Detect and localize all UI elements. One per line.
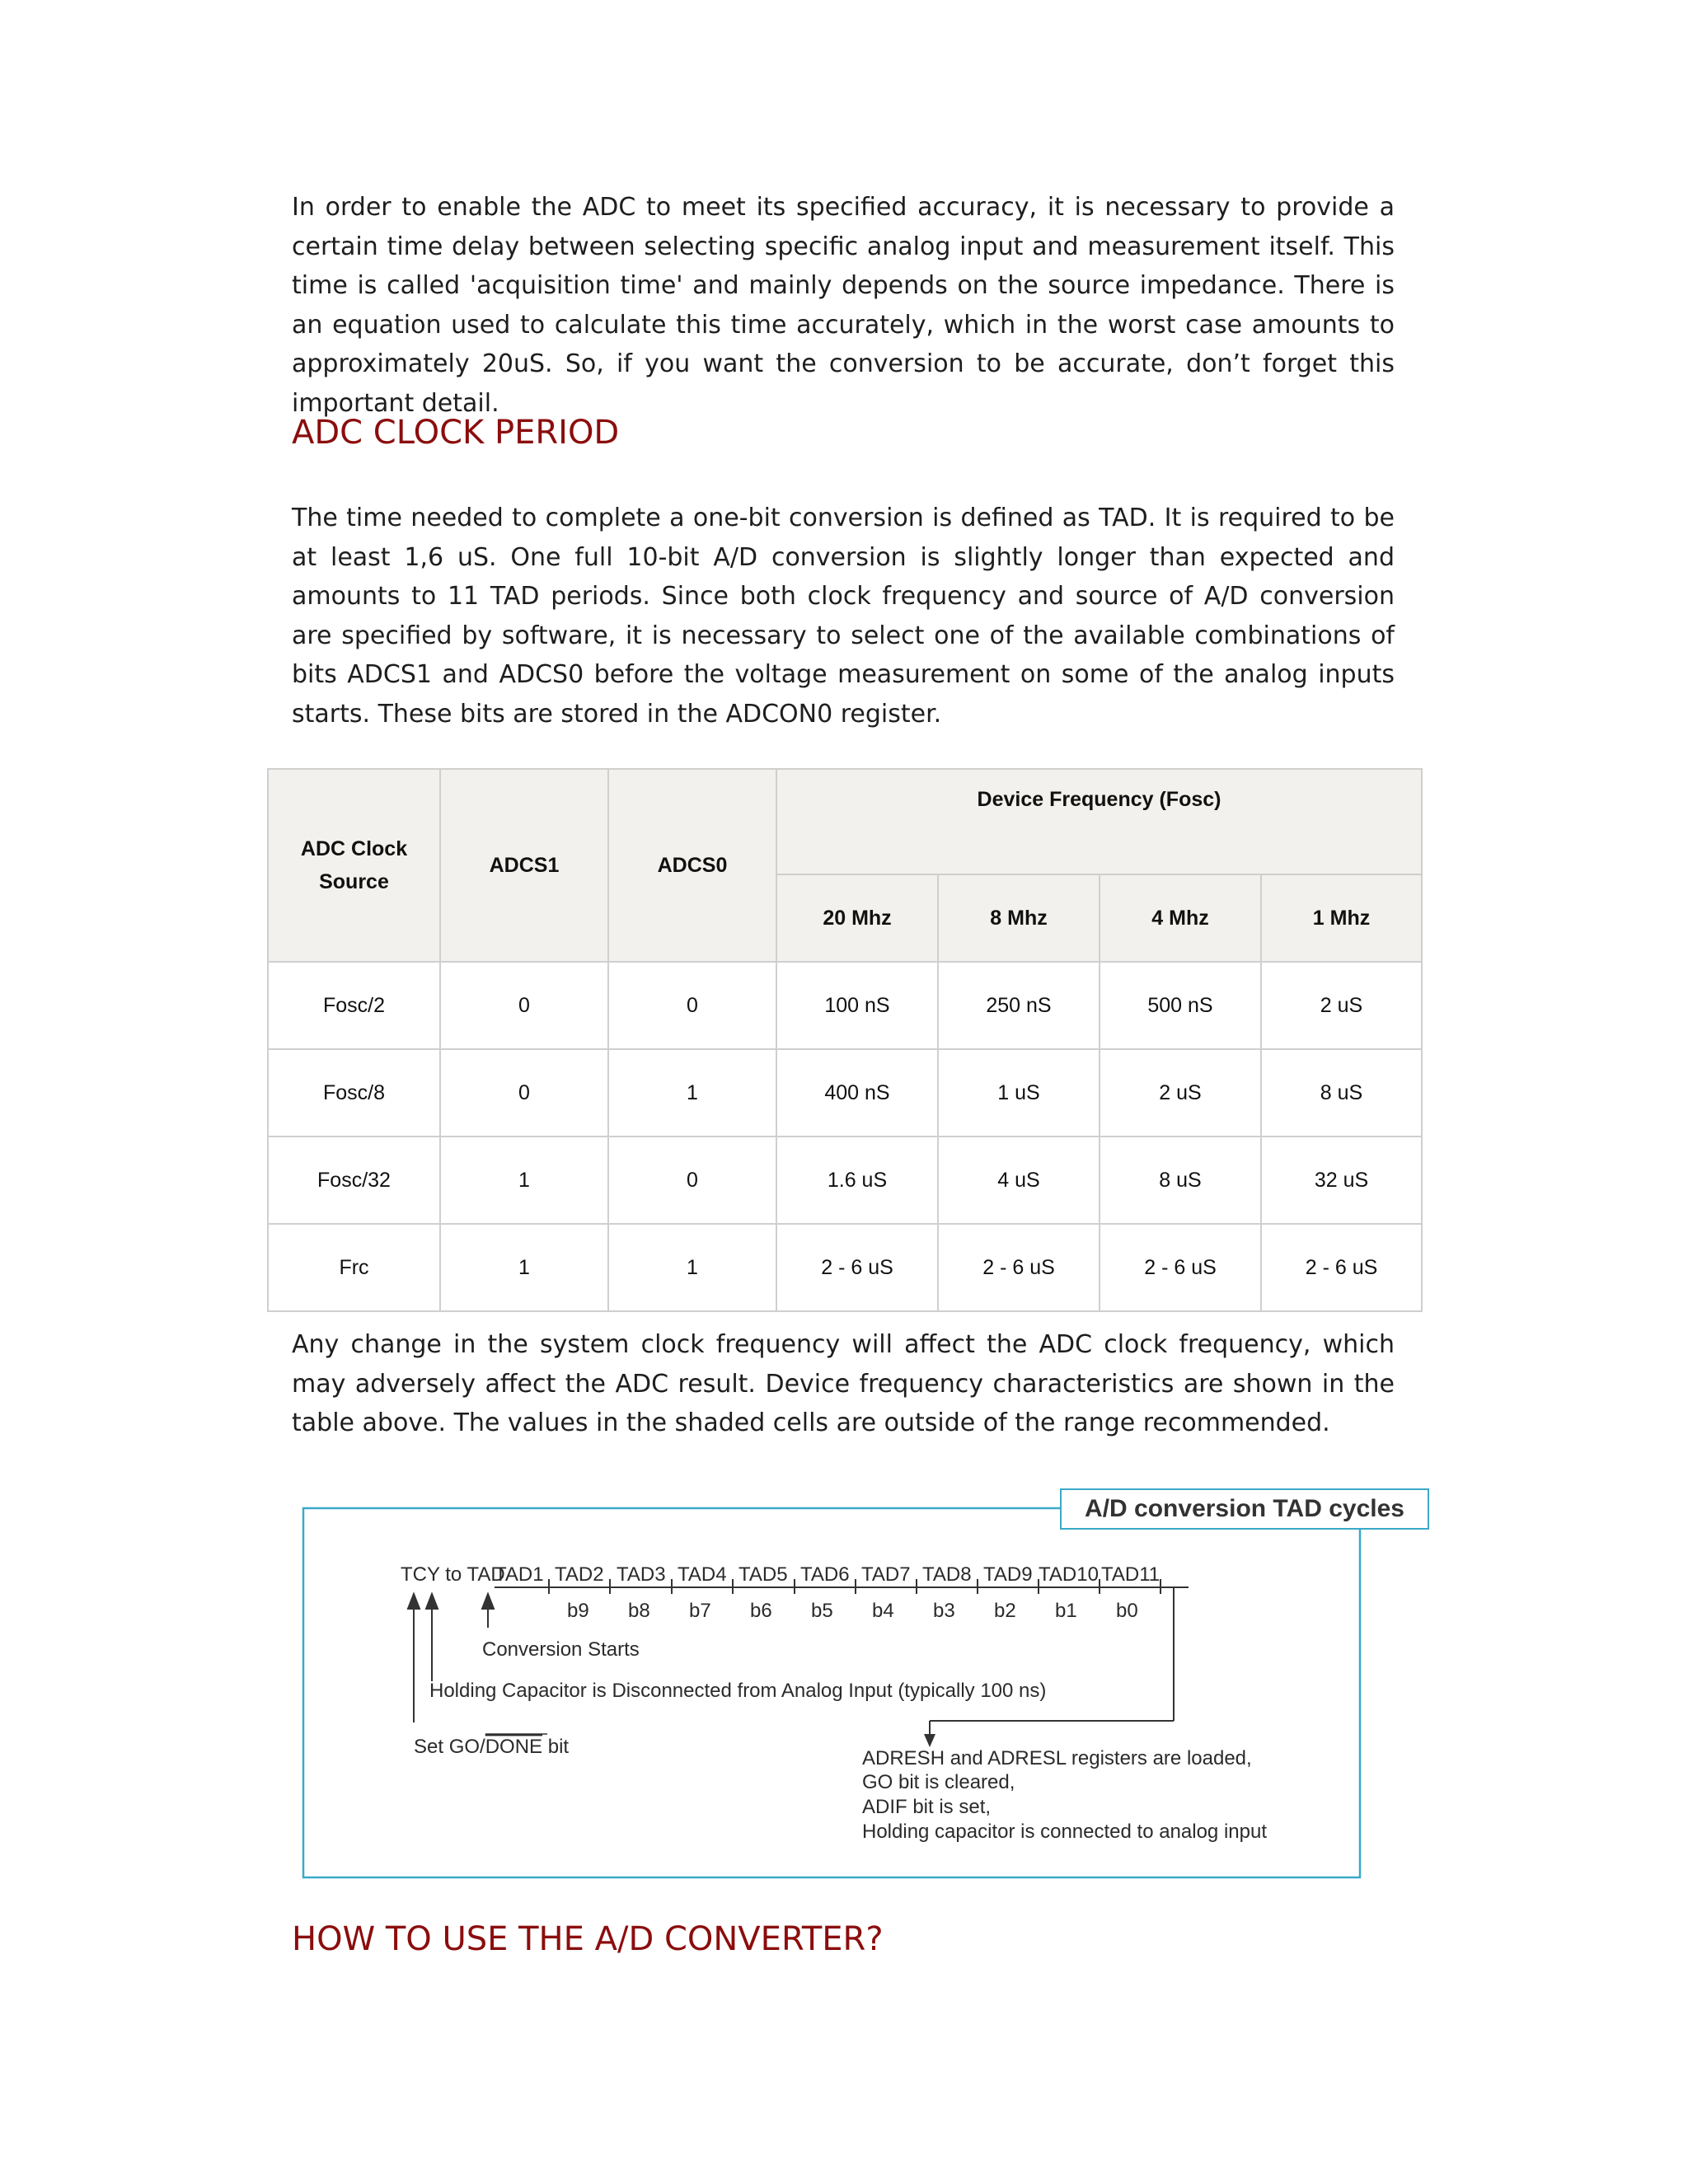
timeline-ticks	[549, 1579, 1160, 1594]
table-cell: 2 - 6 uS	[776, 1224, 938, 1311]
header-adc-clock-source	[268, 769, 440, 962]
table-cell: 0	[440, 1049, 608, 1137]
section-heading-how-to-use: HOW TO USE THE A/D CONVERTER?	[292, 1920, 884, 1958]
result-line: ADRESH and ADRESL registers are loaded,	[862, 1747, 1252, 1769]
table-cell: 0	[440, 962, 608, 1049]
table-cell: 2 - 6 uS	[1261, 1224, 1422, 1311]
bit-label: b6	[750, 1600, 772, 1622]
tad-label: TAD5	[738, 1563, 788, 1586]
tcy-to-tad-label: TCY to TAD	[401, 1563, 505, 1586]
tad-label: TAD9	[983, 1563, 1033, 1586]
table-cell: 1	[440, 1224, 608, 1311]
bit-labels	[567, 1600, 1138, 1622]
tad-label: TAD8	[922, 1563, 972, 1586]
result-line: Holding capacitor is connected to analog input	[862, 1821, 1267, 1843]
table-row	[268, 1049, 1422, 1137]
header-adcs0: ADCS0	[608, 769, 776, 962]
table-row	[268, 962, 1422, 1049]
start-arrows	[408, 1594, 494, 1722]
holding-disconnected-label: Holding Capacitor is Disconnected from Analog Input (typically 100 ns)	[429, 1680, 1047, 1702]
section-heading-adc-clock-period: ADC CLOCK PERIOD	[292, 414, 620, 452]
header-device-frequency: Device Frequency (Fosc)	[776, 769, 1422, 874]
table-cell: 400 nS	[776, 1049, 938, 1137]
bit-label: b0	[1116, 1600, 1138, 1622]
end-connector	[930, 1587, 1174, 1737]
bit-label: b1	[1055, 1600, 1077, 1622]
table-row	[268, 1224, 1422, 1311]
header-freq-8mhz: 8 Mhz	[938, 874, 1100, 962]
header-adcs1: ADCS1	[440, 769, 608, 962]
header-freq-4mhz: 4 Mhz	[1100, 874, 1261, 962]
tad-label: TAD1	[495, 1563, 544, 1586]
bit-label: b3	[933, 1600, 955, 1622]
tad-label: TAD7	[861, 1563, 911, 1586]
table-cell: 250 nS	[938, 962, 1100, 1049]
tad-label: TAD11	[1101, 1563, 1160, 1586]
table-cell: 1 uS	[938, 1049, 1100, 1137]
table-cell: Fosc/32	[268, 1137, 440, 1224]
table-cell: Fosc/8	[268, 1049, 440, 1137]
table-cell: 1	[608, 1224, 776, 1311]
tad-label: TAD3	[617, 1563, 666, 1586]
table-cell: 2 uS	[1261, 962, 1422, 1049]
result-lines	[862, 1747, 1267, 1843]
adc-clock-table	[267, 768, 1423, 1312]
table-cell: 1	[608, 1049, 776, 1137]
table-cell: 2 - 6 uS	[1100, 1224, 1261, 1311]
result-line: ADIF bit is set,	[862, 1796, 992, 1818]
table-cell: 0	[608, 1137, 776, 1224]
result-line: GO bit is cleared,	[862, 1771, 1015, 1793]
table-cell: 8 uS	[1261, 1049, 1422, 1137]
diagram-caption: A/D conversion TAD cycles	[1060, 1488, 1429, 1530]
table-cell: 100 nS	[776, 962, 938, 1049]
bit-label: b9	[567, 1600, 589, 1622]
tad-label: TAD6	[800, 1563, 850, 1586]
bit-label: b5	[811, 1600, 833, 1622]
header-source-line2: Source	[319, 870, 389, 893]
table-cell: 1.6 uS	[776, 1137, 938, 1224]
clock-period-paragraph: The time needed to complete a one-bit conversion is defined as TAD. It is required to be at least 1,6 uS. One full 10-bit A/D conversion is slightly longer than expected and amounts to 11 TAD periods. Since both clock frequency and source of A/D conversion are specified by software, it is necessary to select one of the available combinations of bits ADCS1 and ADCS0 before the voltage measurement on some of the analog inputs starts. These bits are stored in the ADCON0 register.	[292, 504, 1395, 729]
tad-label: TAD2	[555, 1563, 604, 1586]
tad-label: TAD10	[1039, 1563, 1099, 1586]
table-cell: 8 uS	[1100, 1137, 1261, 1224]
table-cell: Frc	[268, 1224, 440, 1311]
after-table-paragraph: Any change in the system clock frequency will affect the ADC clock frequency, which may adversely affect the ADC result. Device frequency characteristics are shown in the table above. The values in the shaded cells are outside of the range recommended.	[292, 1330, 1395, 1437]
bit-label: b8	[628, 1600, 650, 1622]
table-cell: 2 - 6 uS	[938, 1224, 1100, 1311]
table-cell: 4 uS	[938, 1137, 1100, 1224]
diagram-frame	[303, 1508, 1360, 1877]
table-cell: 2 uS	[1100, 1049, 1261, 1137]
bit-label: b7	[689, 1600, 711, 1622]
down-arrow-icon	[924, 1734, 935, 1747]
conversion-starts-label: Conversion Starts	[482, 1638, 640, 1661]
table-cell: 32 uS	[1261, 1137, 1422, 1224]
header-freq-1mhz: 1 Mhz	[1261, 874, 1422, 962]
intro-paragraph: In order to enable the ADC to meet its specified accuracy, it is necessary to provide a certain time delay between selecting specific analog input and measurement itself. This time is called 'acquisition time' and mainly depends on the source impedance. There is an equation used to calculate this time accurately, which in the worst case amounts to approximately 20uS. So, if you want the conversion to be accurate, don’t forget this important detail.	[292, 193, 1395, 418]
table-cell: 1	[440, 1137, 608, 1224]
header-source-line1: ADC Clock	[300, 837, 408, 860]
tad-labels	[495, 1563, 1160, 1586]
bit-label: b4	[872, 1600, 894, 1622]
bit-label: b2	[994, 1600, 1016, 1622]
table-cell: 500 nS	[1100, 962, 1261, 1049]
table-cell: 0	[608, 962, 776, 1049]
set-go-done-label: Set GO/DONE bit	[414, 1736, 570, 1758]
header-freq-20mhz: 20 Mhz	[776, 874, 938, 962]
tad-label: TAD4	[678, 1563, 727, 1586]
table-cell: Fosc/2	[268, 962, 440, 1049]
table-row	[268, 1137, 1422, 1224]
